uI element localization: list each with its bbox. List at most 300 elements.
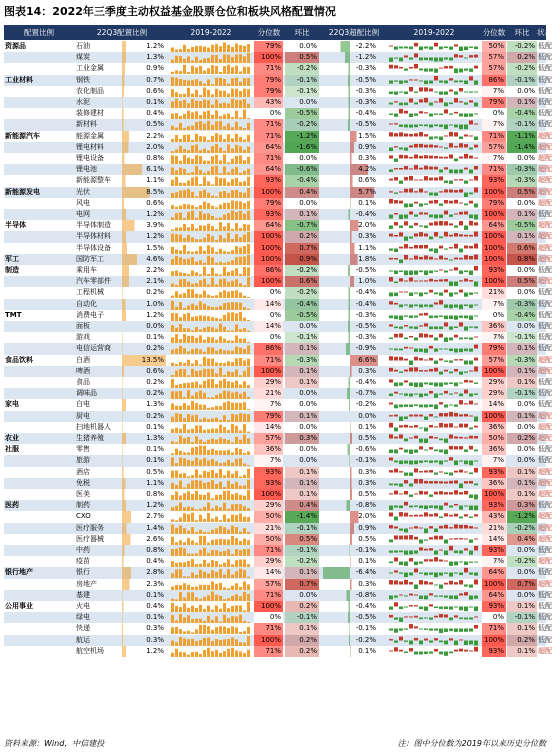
- spark-bar: [203, 46, 206, 52]
- spark-bar: [231, 606, 234, 612]
- overweight-trend: [388, 399, 480, 410]
- spark-bar: [183, 548, 186, 556]
- weight-sparkline: [170, 63, 252, 74]
- sector-label: 中药: [76, 546, 90, 554]
- spark-bar: [469, 156, 473, 159]
- spark-bar: [444, 103, 448, 107]
- spark-bar: [404, 69, 408, 71]
- overweight-sparkline: [388, 265, 480, 276]
- spark-bar: [394, 66, 398, 69]
- group-label: [5, 511, 55, 522]
- spark-bar: [414, 114, 418, 116]
- spark-bar: [409, 648, 413, 651]
- spark-bar: [171, 325, 174, 332]
- spark-bar: [459, 639, 463, 640]
- spark-bar: [469, 394, 473, 397]
- spark-bar: [247, 277, 250, 287]
- group-label: [5, 422, 55, 433]
- spark-bar: [464, 125, 468, 130]
- spark-bar: [424, 439, 428, 443]
- table-row: [4, 86, 552, 97]
- spark-bar: [409, 58, 413, 60]
- spark-bar: [191, 573, 194, 578]
- spark-bar: [429, 470, 433, 472]
- spark-bar: [459, 304, 463, 309]
- group-label: [5, 299, 55, 310]
- spark-bar: [171, 628, 174, 635]
- spark-bar: [409, 573, 413, 576]
- group-label: [5, 175, 55, 186]
- table-row: [4, 545, 552, 556]
- spark-bar: [191, 401, 194, 410]
- weight-value: 0.4%: [122, 556, 166, 567]
- spark-bar: [199, 391, 202, 400]
- spark-bar: [235, 279, 238, 287]
- spark-bar: [454, 349, 458, 353]
- spark-bar: [409, 405, 413, 407]
- spark-bar: [247, 650, 250, 657]
- weight-percentile: 0%: [254, 332, 283, 343]
- spark-bar: [235, 100, 238, 108]
- weight-change: -0.4%: [285, 175, 319, 186]
- spark-bar: [434, 514, 438, 517]
- spark-bar: [195, 133, 198, 141]
- spark-bar: [444, 271, 448, 273]
- spark-bar: [474, 495, 478, 500]
- spark-bar: [187, 289, 190, 298]
- spark-bar: [239, 449, 242, 455]
- spark-bar: [199, 605, 202, 612]
- spark-bar: [389, 179, 393, 181]
- spark-bar: [454, 616, 458, 618]
- spark-bar: [424, 134, 428, 136]
- spark-bar: [434, 114, 438, 115]
- group-label: [5, 343, 55, 354]
- overweight-change: -0.3%: [507, 355, 537, 366]
- weight-change: -1.6%: [285, 142, 319, 153]
- spark-bar: [434, 76, 438, 81]
- spark-bar: [454, 190, 458, 192]
- overweight-sparkline: [388, 478, 480, 489]
- spark-bar: [243, 203, 246, 209]
- weight-percentile: 29%: [254, 500, 283, 511]
- spark-bar: [459, 400, 463, 404]
- spark-bar: [434, 222, 438, 226]
- spark-bar: [449, 47, 453, 50]
- spark-bar: [223, 291, 226, 299]
- spark-bar: [171, 537, 174, 545]
- overweight-change: -0.1%: [507, 388, 537, 399]
- spark-bar: [419, 69, 423, 71]
- spark-bar: [444, 651, 448, 655]
- table-row: [4, 433, 552, 444]
- spark-bar: [409, 176, 413, 181]
- spark-bar: [419, 257, 423, 260]
- spark-bar: [414, 405, 418, 407]
- spark-bar: [389, 434, 393, 438]
- spark-bar: [469, 47, 473, 48]
- group-label: [5, 231, 55, 242]
- header-range1: 2019-2022: [190, 28, 232, 37]
- weight-value: 3.9%: [122, 220, 166, 231]
- spark-bar: [235, 145, 238, 153]
- spark-bar: [414, 436, 418, 439]
- spark-bar: [404, 237, 408, 241]
- spark-bar: [429, 88, 433, 91]
- spark-bar: [247, 584, 250, 590]
- spark-bar: [474, 66, 478, 69]
- spark-bar: [454, 226, 458, 228]
- spark-bar: [419, 281, 423, 282]
- spark-bar: [459, 271, 463, 274]
- spark-bar: [207, 482, 210, 489]
- spark-bar: [235, 336, 238, 344]
- weight-sparkline: [170, 321, 252, 332]
- status-label: 超配: [538, 366, 552, 375]
- spark-bar: [434, 232, 438, 236]
- spark-bar: [394, 551, 398, 553]
- spark-bar: [207, 192, 210, 197]
- spark-bar: [434, 492, 438, 495]
- spark-bar: [389, 58, 393, 62]
- weight-value: 1.2%: [122, 500, 166, 511]
- spark-bar: [469, 180, 473, 181]
- spark-bar: [195, 403, 198, 410]
- spark-bar: [469, 55, 473, 57]
- spark-bar: [404, 177, 408, 181]
- status-label: 低配: [538, 456, 552, 465]
- overweight-change: -0.1%: [507, 119, 537, 130]
- spark-bar: [434, 472, 438, 474]
- spark-bar: [399, 512, 403, 516]
- spark-bar: [389, 580, 393, 584]
- spark-bar: [419, 547, 423, 550]
- weight-sparkline: [170, 523, 252, 534]
- spark-bar: [389, 65, 393, 69]
- overweight-sparkline: [388, 612, 480, 623]
- spark-bar: [454, 180, 458, 181]
- spark-bar: [175, 449, 178, 455]
- spark-bar: [414, 383, 418, 388]
- spark-bar: [444, 503, 448, 506]
- spark-bar: [459, 593, 463, 595]
- spark-bar: [439, 136, 443, 140]
- spark-bar: [444, 595, 448, 597]
- weight-trend: [170, 220, 252, 231]
- overweight-trend: [388, 523, 480, 534]
- spark-bar: [449, 446, 453, 450]
- spark-bar: [231, 57, 234, 63]
- overweight-sparkline: [388, 489, 480, 500]
- spark-bar: [419, 99, 423, 102]
- spark-bar: [187, 158, 190, 164]
- spark-bar: [215, 155, 218, 164]
- weight-trend: [170, 411, 252, 422]
- spark-bar: [434, 481, 438, 483]
- spark-bar: [424, 481, 428, 484]
- spark-bar: [389, 124, 393, 125]
- spark-bar: [444, 405, 448, 408]
- spark-bar: [404, 155, 408, 158]
- spark-bar: [424, 651, 428, 653]
- spark-bar: [419, 125, 423, 126]
- overweight-change: 0.4%: [507, 534, 537, 545]
- spark-bar: [404, 347, 408, 349]
- spark-bar: [464, 481, 468, 483]
- spark-bar: [247, 225, 250, 231]
- weight-value: 0.1%: [122, 455, 166, 466]
- weight-trend: [170, 321, 252, 332]
- spark-bar: [179, 652, 182, 657]
- status-label: 低配: [538, 64, 552, 73]
- overweight-change: -0.1%: [507, 612, 537, 623]
- weight-sparkline: [170, 220, 252, 231]
- sector-label: 制药: [76, 501, 90, 510]
- spark-bar: [207, 79, 210, 85]
- spark-bar: [215, 177, 218, 186]
- spark-bar: [449, 282, 453, 286]
- spark-bar: [434, 178, 438, 181]
- overweight-sparkline: [388, 545, 480, 556]
- weight-percentile: 100%: [254, 52, 283, 63]
- overweight-trend: [388, 63, 480, 74]
- spark-bar: [429, 346, 433, 349]
- spark-bar: [464, 304, 468, 306]
- spark-bar: [424, 47, 428, 49]
- spark-bar: [444, 360, 448, 361]
- spark-bar: [175, 99, 178, 108]
- overweight-value: 0.3%: [322, 467, 378, 478]
- weight-value: 0.2%: [122, 388, 166, 399]
- spark-bar: [247, 53, 250, 63]
- spark-bar: [171, 470, 174, 477]
- spark-bar: [235, 426, 238, 433]
- spark-bar: [414, 356, 418, 360]
- spark-bar: [434, 616, 438, 618]
- spark-bar: [235, 650, 238, 657]
- spark-bar: [195, 436, 198, 444]
- overweight-value: 0.1%: [322, 198, 378, 209]
- spark-bar: [203, 201, 206, 208]
- spark-bar: [469, 293, 473, 295]
- spark-bar: [235, 302, 238, 310]
- spark-bar: [444, 370, 448, 372]
- spark-bar: [191, 494, 194, 500]
- spark-bar: [247, 232, 250, 242]
- group-label: [5, 366, 55, 377]
- spark-bar: [464, 450, 468, 452]
- spark-bar: [409, 157, 413, 159]
- spark-bar: [439, 413, 443, 416]
- spark-bar: [223, 491, 226, 500]
- overweight-sparkline: [388, 108, 480, 119]
- weight-change: 0.0%: [299, 445, 317, 454]
- spark-bar: [434, 405, 438, 410]
- weight-change: 0.1%: [285, 489, 319, 500]
- overweight-percentile: 79%: [482, 198, 506, 209]
- spark-bar: [211, 257, 214, 265]
- spark-bar: [235, 347, 238, 355]
- spark-bar: [419, 180, 423, 181]
- spark-bar: [175, 135, 178, 142]
- spark-bar: [444, 607, 448, 610]
- spark-bar: [449, 383, 453, 385]
- spark-bar: [439, 334, 443, 338]
- spark-bar: [409, 617, 413, 618]
- spark-bar: [474, 404, 478, 405]
- weight-sparkline: [170, 175, 252, 186]
- spark-bar: [235, 223, 238, 231]
- spark-bar: [171, 458, 174, 467]
- spark-bar: [219, 482, 222, 489]
- spark-bar: [444, 181, 448, 184]
- spark-bar: [207, 90, 210, 97]
- spark-bar: [183, 314, 186, 321]
- spark-bar: [183, 155, 186, 164]
- spark-bar: [409, 593, 413, 595]
- weight-trend: [170, 265, 252, 276]
- spark-bar: [219, 425, 222, 433]
- spark-bar: [459, 580, 463, 584]
- spark-bar: [439, 349, 443, 350]
- spark-bar: [235, 572, 238, 579]
- spark-bar: [414, 450, 418, 453]
- spark-bar: [389, 338, 393, 340]
- spark-bar: [459, 189, 463, 192]
- weight-percentile: 100%: [254, 366, 283, 377]
- spark-bar: [389, 46, 393, 47]
- spark-bar: [195, 57, 198, 63]
- sector-label: 酒店: [76, 467, 90, 476]
- spark-bar: [191, 369, 194, 377]
- spark-bar: [449, 201, 453, 204]
- sector-label: 光伏: [76, 187, 90, 196]
- spark-bar: [459, 437, 463, 439]
- spark-bar: [439, 47, 443, 50]
- group-label: 新能源发电: [5, 187, 40, 196]
- weight-sparkline: [170, 119, 252, 130]
- spark-bar: [219, 191, 222, 197]
- spark-bar: [474, 114, 478, 115]
- spark-bar: [409, 211, 413, 214]
- spark-bar: [449, 154, 453, 158]
- weight-percentile: 93%: [254, 209, 283, 220]
- weight-sparkline: [170, 142, 252, 153]
- spark-bar: [203, 124, 206, 130]
- weight-percentile: 0%: [254, 310, 283, 321]
- spark-bar: [404, 640, 408, 641]
- overweight-sparkline: [388, 646, 480, 657]
- spark-bar: [187, 639, 190, 646]
- weight-change: 0.7%: [285, 243, 319, 254]
- spark-bar: [409, 506, 413, 508]
- spark-bar: [469, 201, 473, 204]
- spark-bar: [409, 336, 413, 338]
- status-label: 低配: [538, 378, 552, 386]
- spark-bar: [409, 394, 413, 397]
- sector-label: 房地产: [76, 579, 97, 588]
- status-label: 低配: [538, 210, 552, 218]
- spark-bar: [183, 493, 186, 500]
- weight-change: -0.2%: [285, 63, 319, 74]
- spark-bar: [231, 382, 234, 388]
- spark-bar: [459, 483, 463, 488]
- spark-bar: [429, 358, 433, 361]
- spark-bar: [235, 538, 238, 545]
- spark-bar: [399, 304, 403, 307]
- overweight-value: 1.1%: [322, 243, 378, 254]
- spark-bar: [439, 439, 443, 441]
- spark-bar: [399, 471, 403, 472]
- weight-value: 1.3%: [122, 399, 166, 410]
- weight-change: 0.1%: [285, 343, 319, 354]
- spark-bar: [429, 414, 433, 416]
- spark-bar: [175, 177, 178, 186]
- spark-bar: [424, 293, 428, 295]
- spark-bar: [227, 65, 230, 74]
- spark-bar: [469, 562, 473, 563]
- spark-bar: [235, 178, 238, 186]
- spark-bar: [183, 583, 186, 590]
- overweight-value: 0.3%: [322, 153, 378, 164]
- weight-value: 0.4%: [122, 601, 166, 612]
- spark-bar: [211, 459, 214, 466]
- spark-bar: [424, 281, 428, 282]
- spark-bar: [223, 527, 226, 534]
- weight-sparkline: [170, 41, 252, 52]
- sector-label: 石油: [76, 42, 90, 50]
- spark-bar: [434, 156, 438, 158]
- spark-bar: [429, 548, 433, 550]
- spark-bar: [394, 491, 398, 495]
- spark-bar: [171, 89, 174, 97]
- spark-bar: [223, 167, 226, 176]
- spark-bar: [207, 327, 210, 332]
- spark-bar: [464, 235, 468, 237]
- spark-bar: [454, 383, 458, 387]
- weight-trend: [170, 377, 252, 388]
- spark-bar: [223, 55, 226, 64]
- spark-bar: [449, 412, 453, 417]
- spark-bar: [454, 54, 458, 57]
- spark-bar: [389, 191, 393, 192]
- overweight-change: -0.4%: [507, 310, 537, 321]
- spark-bar: [419, 245, 423, 248]
- overweight-percentile: 43%: [482, 511, 506, 522]
- spark-bar: [399, 607, 403, 610]
- spark-bar: [171, 155, 174, 164]
- spark-bar: [474, 91, 478, 92]
- spark-bar: [429, 136, 433, 139]
- weight-value: 2.7%: [122, 511, 166, 522]
- spark-bar: [414, 315, 418, 317]
- weight-sparkline: [170, 198, 252, 209]
- overweight-sparkline: [388, 175, 480, 186]
- overweight-value: -0.6%: [322, 444, 378, 455]
- spark-bar: [439, 536, 443, 540]
- spark-bar: [474, 158, 478, 159]
- spark-bar: [419, 580, 423, 584]
- overweight-value: 1.0%: [322, 276, 378, 287]
- weight-sparkline: [170, 231, 252, 242]
- spark-bar: [389, 234, 393, 237]
- spark-bar: [444, 147, 448, 148]
- spark-bar: [247, 169, 250, 175]
- spark-bar: [414, 43, 418, 47]
- spark-bar: [474, 47, 478, 50]
- overweight-sparkline: [388, 399, 480, 410]
- weight-change: 0.1%: [285, 467, 319, 478]
